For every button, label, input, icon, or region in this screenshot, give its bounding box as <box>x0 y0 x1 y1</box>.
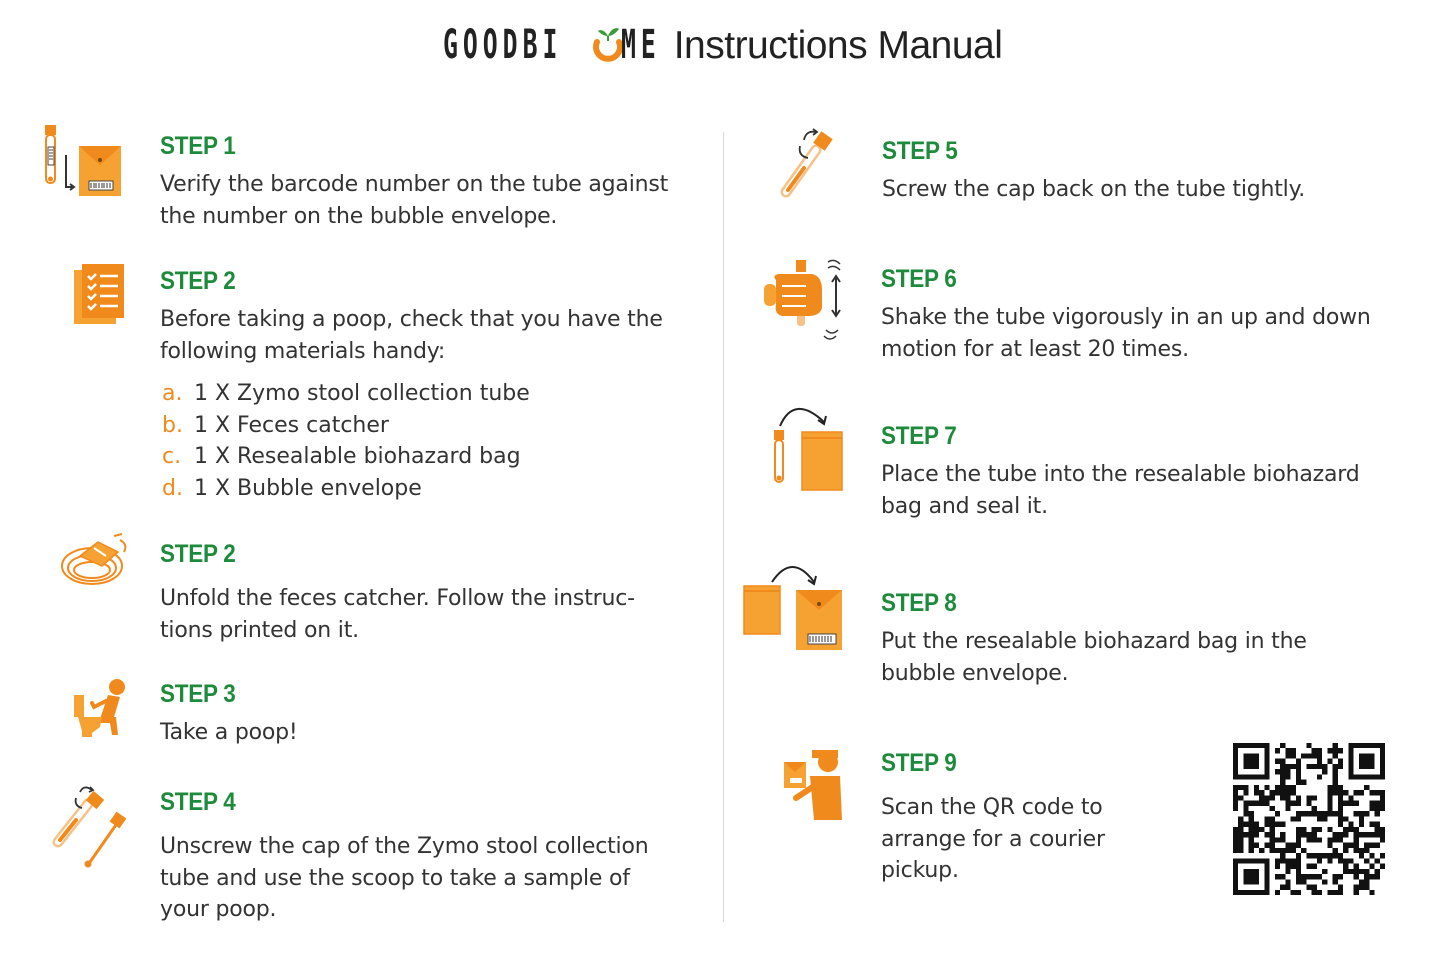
step-title: STEP 6 <box>881 265 957 293</box>
step-title: STEP 1 <box>160 132 236 160</box>
leaf-o-icon <box>591 28 625 68</box>
step-text-line: Shake the tube vigorously in an up and down <box>881 305 1371 330</box>
list-marker: c. <box>162 444 182 469</box>
list-item-text: 1 X Bubble envelope <box>194 475 422 501</box>
brand-suffix: ME <box>620 22 661 68</box>
tube-envelope-icon <box>42 125 124 201</box>
header <box>0 22 1445 68</box>
column-divider <box>723 132 724 922</box>
courier-icon <box>782 746 844 826</box>
toilet-person-icon <box>70 677 132 743</box>
step-text <box>160 831 710 926</box>
step-8 <box>881 589 1421 689</box>
step-text-line: Before taking a poop, check that you have the <box>160 307 663 332</box>
step-text-line: arrange for a courier <box>881 826 1105 852</box>
step-title: STEP 5 <box>882 137 958 165</box>
step-title: STEP 4 <box>160 788 236 816</box>
list-item-text: 1 X Feces catcher <box>194 412 389 438</box>
step-text <box>160 169 710 232</box>
list-item-text: 1 X Zymo stool collection tube <box>194 381 530 406</box>
step-text-line: following materials handy: <box>160 338 446 364</box>
step-text <box>160 304 710 367</box>
list-marker: d. <box>162 475 183 501</box>
step-6 <box>881 265 1421 365</box>
step-text <box>882 174 1422 206</box>
step-title: STEP 2 <box>160 540 236 568</box>
step-text <box>881 459 1421 522</box>
step-2-materials <box>160 267 710 367</box>
step-title: STEP 8 <box>881 589 957 617</box>
list-item <box>162 473 530 505</box>
step-text-line: bubble envelope. <box>881 660 1069 686</box>
bag-into-envelope-icon <box>742 558 844 658</box>
step-title: STEP 7 <box>881 422 957 450</box>
step-text <box>160 717 710 749</box>
step-text-line: Unfold the feces catcher. Follow the instruc- <box>160 586 635 611</box>
list-item <box>162 378 530 410</box>
step-text-line: bag and seal it. <box>881 493 1048 519</box>
step-3 <box>160 680 710 749</box>
step-text-line: Place the tube into the resealable biohazard <box>881 462 1360 487</box>
step-9 <box>881 749 1201 887</box>
list-item-text: 1 X Resealable biohazard bag <box>194 444 521 469</box>
step-text-line: the number on the bubble envelope. <box>160 203 558 229</box>
step-text-line: Scan the QR code to <box>881 795 1103 820</box>
step-text-line: Verify the barcode number on the tube against <box>160 172 669 197</box>
brand-prefix: GOODBI <box>442 22 562 68</box>
materials-list <box>162 378 530 504</box>
step-title: STEP 9 <box>881 749 957 777</box>
qr-code[interactable] <box>1233 743 1385 895</box>
brand-logo <box>443 22 667 68</box>
step-4 <box>160 788 710 926</box>
step-text-line: pickup. <box>881 858 959 883</box>
step-text <box>881 626 1421 689</box>
shake-hand-icon <box>762 256 844 348</box>
list-item <box>162 441 530 473</box>
list-marker: a. <box>162 381 183 406</box>
step-text-line: Screw the cap back on the tube tightly. <box>882 177 1306 202</box>
step-text-line: your poop. <box>160 897 277 922</box>
step-1 <box>160 132 710 232</box>
step-text <box>881 792 1201 887</box>
unscrew-tube-icon <box>52 786 132 872</box>
screw-cap-icon <box>776 128 836 202</box>
step-5 <box>882 137 1422 206</box>
step-text-line: Put the resealable biohazard bag in the <box>881 629 1307 654</box>
step-text-line: tube and use the scoop to take a sample of <box>160 865 630 891</box>
step-7 <box>881 422 1421 522</box>
feces-catcher-icon <box>58 530 132 596</box>
step-text-line: motion for at least 20 times. <box>881 336 1189 362</box>
tube-into-bag-icon <box>770 400 846 496</box>
step-text-line: Unscrew the cap of the Zymo stool collection <box>160 834 649 859</box>
list-item <box>162 410 530 442</box>
checklist-icon <box>74 262 126 330</box>
step-text <box>160 583 710 646</box>
step-text <box>881 302 1421 365</box>
step-text-line: Take a poop! <box>160 720 298 745</box>
step-title: STEP 2 <box>160 267 236 295</box>
list-marker: b. <box>162 412 183 438</box>
step-text-line: tions printed on it. <box>160 617 359 643</box>
step-title: STEP 3 <box>160 680 236 708</box>
step-2-unfold <box>160 540 710 646</box>
page-title: Instructions Manual <box>673 24 1003 67</box>
